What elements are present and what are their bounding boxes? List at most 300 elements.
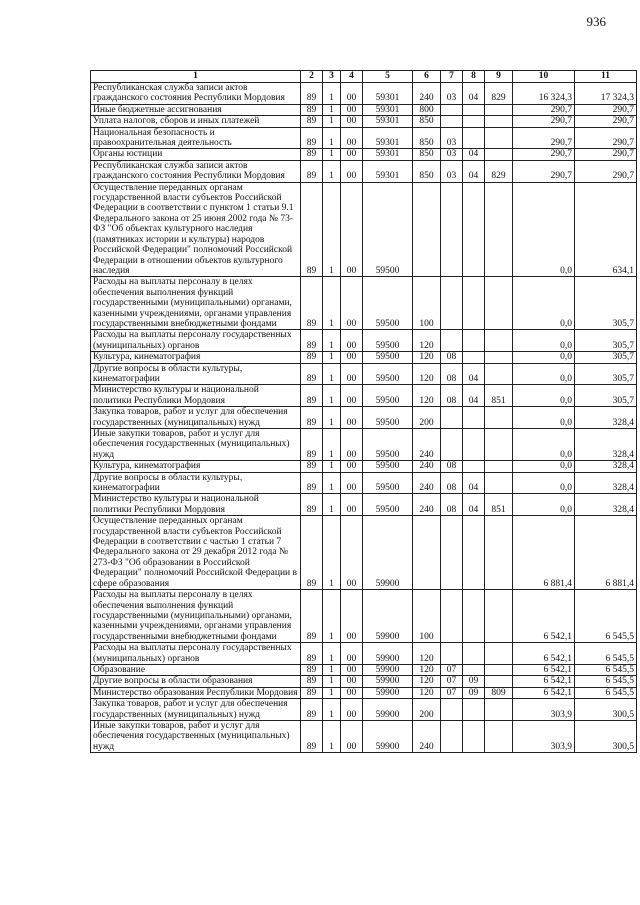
col-4: 00	[341, 149, 363, 160]
col-7-section: 08	[441, 363, 463, 385]
col-3: 1	[323, 643, 341, 665]
col-5-target-article: 59500	[363, 472, 413, 494]
row-name: Культура, кинематография	[91, 352, 301, 363]
header-cell-1: 1	[91, 71, 301, 83]
col-9-ministry	[485, 664, 513, 675]
row-name: Культура, кинематография	[91, 461, 301, 472]
amount-col-10: 6 881,4	[513, 516, 575, 590]
col-6-expense-type: 120	[413, 643, 441, 665]
col-6-expense-type: 100	[413, 590, 441, 643]
col-7-section: 08	[441, 494, 463, 516]
col-3: 1	[323, 407, 341, 429]
col-3: 1	[323, 330, 341, 352]
header-cell-7: 7	[441, 71, 463, 83]
col-4: 00	[341, 461, 363, 472]
amount-col-11: 305,7	[575, 363, 637, 385]
col-9-ministry	[485, 116, 513, 127]
col-2: 89	[301, 699, 323, 721]
amount-col-11: 328,4	[575, 461, 637, 472]
col-9-ministry	[485, 330, 513, 352]
row-name: Иные бюджетные ассигнования	[91, 104, 301, 115]
row-name: Закупка товаров, работ и услуг для обеспечения государственных (муниципальных) нужд	[91, 407, 301, 429]
table-row	[91, 720, 637, 752]
col-7-section: 08	[441, 352, 463, 363]
col-8-subsection: 04	[463, 83, 485, 105]
col-7-section	[441, 699, 463, 721]
amount-col-11: 328,4	[575, 429, 637, 461]
amount-col-10: 303,9	[513, 720, 575, 752]
table-row	[91, 590, 637, 643]
col-7-section	[441, 277, 463, 330]
col-4: 00	[341, 83, 363, 105]
col-8-subsection: 04	[463, 494, 485, 516]
col-6-expense-type: 850	[413, 127, 441, 149]
col-5-target-article: 59301	[363, 104, 413, 115]
col-8-subsection	[463, 720, 485, 752]
col-2: 89	[301, 494, 323, 516]
col-5-target-article: 59301	[363, 149, 413, 160]
col-6-expense-type: 800	[413, 104, 441, 115]
col-8-subsection	[463, 407, 485, 429]
col-2: 89	[301, 461, 323, 472]
col-5-target-article: 59900	[363, 516, 413, 590]
col-3: 1	[323, 182, 341, 277]
header-cell-3: 3	[323, 71, 341, 83]
col-6-expense-type: 240	[413, 83, 441, 105]
table-row	[91, 664, 637, 675]
col-2: 89	[301, 516, 323, 590]
col-8-subsection	[463, 461, 485, 472]
col-5-target-article: 59900	[363, 720, 413, 752]
col-9-ministry	[485, 429, 513, 461]
amount-col-10: 290,7	[513, 127, 575, 149]
amount-col-11: 6 545,5	[575, 676, 637, 687]
col-8-subsection	[463, 664, 485, 675]
col-6-expense-type: 240	[413, 720, 441, 752]
row-name: Закупка товаров, работ и услуг для обеспечения государственных (муниципальных) нужд	[91, 699, 301, 721]
col-8-subsection: 09	[463, 687, 485, 698]
amount-col-11: 290,7	[575, 149, 637, 160]
col-8-subsection	[463, 127, 485, 149]
col-5-target-article: 59900	[363, 590, 413, 643]
col-9-ministry: 829	[485, 160, 513, 182]
col-6-expense-type: 240	[413, 472, 441, 494]
col-2: 89	[301, 182, 323, 277]
col-4: 00	[341, 494, 363, 516]
col-5-target-article: 59500	[363, 407, 413, 429]
col-5-target-article: 59500	[363, 385, 413, 407]
row-name: Национальная безопасность и правоохранительная деятельность	[91, 127, 301, 149]
col-2: 89	[301, 363, 323, 385]
col-7-section: 08	[441, 461, 463, 472]
col-6-expense-type: 200	[413, 407, 441, 429]
col-7-section: 08	[441, 385, 463, 407]
col-5-target-article: 59500	[363, 429, 413, 461]
col-9-ministry	[485, 363, 513, 385]
budget-table	[90, 70, 637, 753]
col-2: 89	[301, 590, 323, 643]
col-2: 89	[301, 407, 323, 429]
col-9-ministry	[485, 699, 513, 721]
col-5-target-article: 59500	[363, 494, 413, 516]
col-5-target-article: 59500	[363, 461, 413, 472]
amount-col-11: 305,7	[575, 330, 637, 352]
table-row	[91, 277, 637, 330]
col-6-expense-type	[413, 516, 441, 590]
row-name: Органы юстиции	[91, 149, 301, 160]
col-9-ministry: 809	[485, 687, 513, 698]
col-9-ministry: 851	[485, 385, 513, 407]
table-row	[91, 676, 637, 687]
row-name: Республиканская служба записи актов гражданского состояния Республики Мордовия	[91, 83, 301, 105]
header-cell-5: 5	[363, 71, 413, 83]
col-8-subsection	[463, 330, 485, 352]
amount-col-11: 290,7	[575, 116, 637, 127]
col-8-subsection	[463, 699, 485, 721]
amount-col-11: 290,7	[575, 104, 637, 115]
header-cell-6: 6	[413, 71, 441, 83]
header-cell-8: 8	[463, 71, 485, 83]
col-7-section	[441, 590, 463, 643]
col-8-subsection: 04	[463, 160, 485, 182]
col-7-section	[441, 330, 463, 352]
col-4: 00	[341, 363, 363, 385]
col-3: 1	[323, 720, 341, 752]
col-7-section	[441, 407, 463, 429]
col-6-expense-type: 120	[413, 687, 441, 698]
amount-col-11: 305,7	[575, 385, 637, 407]
col-5-target-article: 59500	[363, 277, 413, 330]
col-9-ministry	[485, 472, 513, 494]
amount-col-11: 300,5	[575, 720, 637, 752]
row-name: Министерство культуры и национальной политики Республики Мордовия	[91, 494, 301, 516]
row-name: Расходы на выплаты персоналу государственных (муниципальных) органов	[91, 643, 301, 665]
col-9-ministry	[485, 461, 513, 472]
amount-col-11: 305,7	[575, 352, 637, 363]
col-9-ministry	[485, 352, 513, 363]
table-row	[91, 83, 637, 105]
table-row	[91, 516, 637, 590]
amount-col-10: 6 542,1	[513, 590, 575, 643]
col-5-target-article: 59900	[363, 664, 413, 675]
col-5-target-article: 59500	[363, 352, 413, 363]
col-4: 00	[341, 127, 363, 149]
col-7-section: 03	[441, 127, 463, 149]
col-4: 00	[341, 676, 363, 687]
col-5-target-article: 59301	[363, 83, 413, 105]
col-3: 1	[323, 699, 341, 721]
col-4: 00	[341, 277, 363, 330]
row-name: Осуществление переданных органам государственной власти субъектов Российской Федерации в соответствии с пунктом 1 статьи 9.1 Федерального закона от 25 июня 2002 года № 73-ФЗ "Об объектах культурного наследия (памятниках истории и культуры) народов Российской Федерации" полномочий Российской Федерации в отношении объектов культурного наследия	[91, 182, 301, 277]
col-9-ministry	[485, 516, 513, 590]
amount-col-10: 0,0	[513, 461, 575, 472]
table-row	[91, 472, 637, 494]
col-5-target-article: 59301	[363, 127, 413, 149]
table-row	[91, 699, 637, 721]
col-5-target-article: 59900	[363, 687, 413, 698]
col-3: 1	[323, 472, 341, 494]
col-9-ministry: 829	[485, 83, 513, 105]
row-name: Расходы на выплаты персоналу государственных (муниципальных) органов	[91, 330, 301, 352]
amount-col-11: 290,7	[575, 127, 637, 149]
col-8-subsection	[463, 182, 485, 277]
amount-col-10: 290,7	[513, 160, 575, 182]
col-6-expense-type: 100	[413, 277, 441, 330]
col-8-subsection	[463, 429, 485, 461]
col-7-section: 07	[441, 664, 463, 675]
amount-col-10: 16 324,3	[513, 83, 575, 105]
col-3: 1	[323, 277, 341, 330]
table-row	[91, 182, 637, 277]
col-9-ministry	[485, 643, 513, 665]
amount-col-10: 6 542,1	[513, 664, 575, 675]
table-row	[91, 149, 637, 160]
col-3: 1	[323, 461, 341, 472]
col-2: 89	[301, 720, 323, 752]
col-8-subsection: 04	[463, 149, 485, 160]
amount-col-11: 6 545,5	[575, 643, 637, 665]
col-6-expense-type: 850	[413, 160, 441, 182]
col-4: 00	[341, 182, 363, 277]
col-4: 00	[341, 385, 363, 407]
amount-col-10: 0,0	[513, 182, 575, 277]
amount-col-10: 0,0	[513, 330, 575, 352]
amount-col-11: 300,5	[575, 699, 637, 721]
col-6-expense-type: 120	[413, 676, 441, 687]
col-6-expense-type: 120	[413, 352, 441, 363]
col-7-section: 07	[441, 676, 463, 687]
col-4: 00	[341, 472, 363, 494]
col-9-ministry	[485, 720, 513, 752]
col-6-expense-type: 120	[413, 363, 441, 385]
col-9-ministry	[485, 182, 513, 277]
col-3: 1	[323, 676, 341, 687]
col-5-target-article: 59500	[363, 363, 413, 385]
col-4: 00	[341, 104, 363, 115]
col-8-subsection	[463, 516, 485, 590]
row-name: Другие вопросы в области культуры, кинематографии	[91, 363, 301, 385]
col-6-expense-type: 120	[413, 330, 441, 352]
row-name: Другие вопросы в области культуры, кинематографии	[91, 472, 301, 494]
table-row	[91, 160, 637, 182]
col-7-section	[441, 104, 463, 115]
table-row	[91, 363, 637, 385]
amount-col-10: 290,7	[513, 149, 575, 160]
col-6-expense-type: 120	[413, 385, 441, 407]
col-2: 89	[301, 429, 323, 461]
table-row	[91, 385, 637, 407]
table-row	[91, 352, 637, 363]
col-2: 89	[301, 83, 323, 105]
table-row	[91, 330, 637, 352]
col-6-expense-type	[413, 182, 441, 277]
col-2: 89	[301, 277, 323, 330]
col-7-section	[441, 720, 463, 752]
col-4: 00	[341, 720, 363, 752]
amount-col-10: 0,0	[513, 277, 575, 330]
col-9-ministry	[485, 407, 513, 429]
row-name: Министерство культуры и национальной политики Республики Мордовия	[91, 385, 301, 407]
col-2: 89	[301, 149, 323, 160]
table-row	[91, 461, 637, 472]
col-9-ministry	[485, 104, 513, 115]
col-2: 89	[301, 643, 323, 665]
row-name: Образование	[91, 664, 301, 675]
col-2: 89	[301, 127, 323, 149]
col-7-section	[441, 516, 463, 590]
col-6-expense-type: 200	[413, 699, 441, 721]
col-5-target-article: 59900	[363, 699, 413, 721]
col-4: 00	[341, 160, 363, 182]
col-4: 00	[341, 116, 363, 127]
table-row	[91, 429, 637, 461]
row-name: Иные закупки товаров, работ и услуг для обеспечения государственных (муниципальных) нужд	[91, 429, 301, 461]
amount-col-11: 17 324,3	[575, 83, 637, 105]
header-row	[91, 71, 637, 83]
page-number: 936	[586, 14, 606, 29]
amount-col-10: 303,9	[513, 699, 575, 721]
col-5-target-article: 59500	[363, 182, 413, 277]
col-9-ministry	[485, 676, 513, 687]
col-2: 89	[301, 104, 323, 115]
col-3: 1	[323, 516, 341, 590]
table-header	[91, 71, 637, 83]
col-5-target-article: 59900	[363, 643, 413, 665]
col-2: 89	[301, 664, 323, 675]
col-9-ministry: 851	[485, 494, 513, 516]
col-2: 89	[301, 160, 323, 182]
table-row	[91, 116, 637, 127]
table-row	[91, 687, 637, 698]
amount-col-10: 6 542,1	[513, 643, 575, 665]
col-3: 1	[323, 104, 341, 115]
col-2: 89	[301, 687, 323, 698]
col-2: 89	[301, 385, 323, 407]
col-8-subsection	[463, 352, 485, 363]
col-4: 00	[341, 664, 363, 675]
amount-col-10: 0,0	[513, 385, 575, 407]
col-5-target-article: 59301	[363, 160, 413, 182]
col-3: 1	[323, 385, 341, 407]
col-3: 1	[323, 664, 341, 675]
col-8-subsection: 04	[463, 385, 485, 407]
table-row	[91, 494, 637, 516]
col-6-expense-type: 240	[413, 429, 441, 461]
col-6-expense-type: 240	[413, 494, 441, 516]
col-5-target-article: 59900	[363, 676, 413, 687]
col-8-subsection	[463, 104, 485, 115]
col-4: 00	[341, 429, 363, 461]
col-7-section: 03	[441, 149, 463, 160]
col-4: 00	[341, 590, 363, 643]
amount-col-11: 328,4	[575, 472, 637, 494]
amount-col-11: 328,4	[575, 494, 637, 516]
col-7-section	[441, 643, 463, 665]
col-4: 00	[341, 330, 363, 352]
col-9-ministry	[485, 277, 513, 330]
col-8-subsection	[463, 590, 485, 643]
row-name: Расходы на выплаты персоналу в целях обеспечения выполнения функций государственными (муниципальными) органами, казенными учреждениями, органами управления государственными внебюджетными фондами	[91, 590, 301, 643]
amount-col-10: 0,0	[513, 352, 575, 363]
col-4: 00	[341, 407, 363, 429]
table-row	[91, 127, 637, 149]
amount-col-10: 0,0	[513, 363, 575, 385]
table-body	[91, 83, 637, 753]
table-row	[91, 104, 637, 115]
col-7-section: 03	[441, 83, 463, 105]
col-2: 89	[301, 352, 323, 363]
amount-col-10: 0,0	[513, 429, 575, 461]
row-name: Другие вопросы в области образования	[91, 676, 301, 687]
amount-col-11: 290,7	[575, 160, 637, 182]
header-cell-9: 9	[485, 71, 513, 83]
header-cell-2: 2	[301, 71, 323, 83]
col-2: 89	[301, 676, 323, 687]
col-7-section	[441, 182, 463, 277]
col-8-subsection	[463, 643, 485, 665]
col-6-expense-type: 120	[413, 664, 441, 675]
col-7-section	[441, 116, 463, 127]
col-4: 00	[341, 699, 363, 721]
col-6-expense-type: 850	[413, 116, 441, 127]
col-5-target-article: 59500	[363, 330, 413, 352]
col-8-subsection: 04	[463, 363, 485, 385]
col-3: 1	[323, 116, 341, 127]
header-cell-11: 11	[575, 71, 637, 83]
row-name: Министерство образования Республики Мордовия	[91, 687, 301, 698]
col-3: 1	[323, 429, 341, 461]
row-name: Иные закупки товаров, работ и услуг для обеспечения государственных (муниципальных) нужд	[91, 720, 301, 752]
col-4: 00	[341, 516, 363, 590]
col-8-subsection: 04	[463, 472, 485, 494]
row-name: Республиканская служба записи актов гражданского состояния Республики Мордовия	[91, 160, 301, 182]
col-7-section: 03	[441, 160, 463, 182]
col-6-expense-type: 850	[413, 149, 441, 160]
amount-col-11: 6 545,5	[575, 687, 637, 698]
col-6-expense-type: 240	[413, 461, 441, 472]
table-row	[91, 407, 637, 429]
col-9-ministry	[485, 590, 513, 643]
col-3: 1	[323, 687, 341, 698]
col-3: 1	[323, 83, 341, 105]
amount-col-10: 6 542,1	[513, 687, 575, 698]
col-4: 00	[341, 643, 363, 665]
col-9-ministry	[485, 127, 513, 149]
col-3: 1	[323, 160, 341, 182]
col-8-subsection	[463, 277, 485, 330]
amount-col-10: 0,0	[513, 407, 575, 429]
table-row	[91, 643, 637, 665]
amount-col-11: 6 545,5	[575, 664, 637, 675]
col-8-subsection: 09	[463, 676, 485, 687]
header-cell-10: 10	[513, 71, 575, 83]
col-5-target-article: 59301	[363, 116, 413, 127]
row-name: Осуществление переданных органам государственной власти субъектов Российской Федерации в соответствии с частью 1 статьи 7 Федерального закона от 29 декабря 2012 года № 273-ФЗ "Об образовании в Российской Федерации" полномочий Российской Федерации в сфере образования	[91, 516, 301, 590]
row-name: Расходы на выплаты персоналу в целях обеспечения выполнения функций государственными (муниципальными) органами, казенными учреждениями, органами управления государственными внебюджетными фондами	[91, 277, 301, 330]
col-9-ministry	[485, 149, 513, 160]
col-3: 1	[323, 149, 341, 160]
amount-col-10: 290,7	[513, 116, 575, 127]
col-7-section: 07	[441, 687, 463, 698]
header-cell-4: 4	[341, 71, 363, 83]
amount-col-10: 6 542,1	[513, 676, 575, 687]
amount-col-10: 0,0	[513, 472, 575, 494]
amount-col-10: 290,7	[513, 104, 575, 115]
col-3: 1	[323, 590, 341, 643]
col-3: 1	[323, 494, 341, 516]
amount-col-11: 6 881,4	[575, 516, 637, 590]
amount-col-10: 0,0	[513, 494, 575, 516]
